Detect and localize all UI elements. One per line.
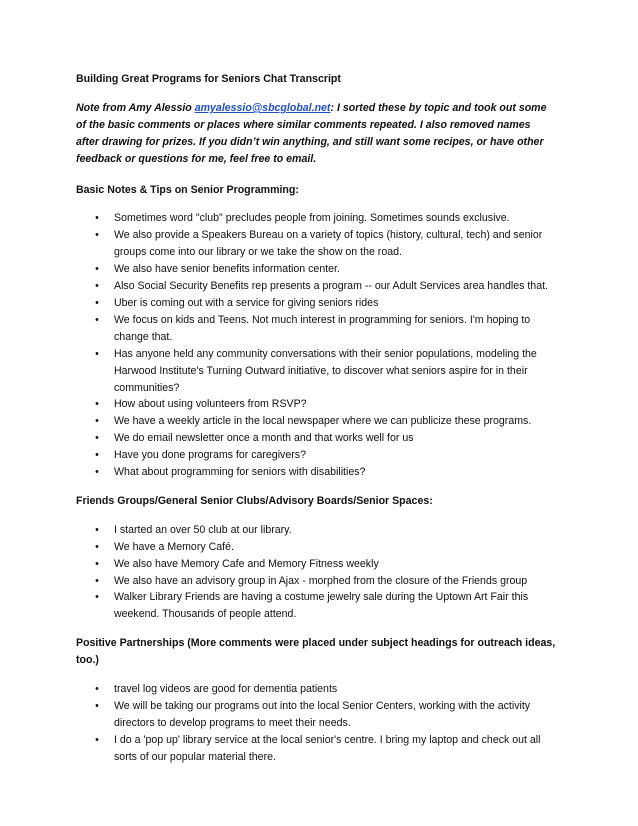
list-item: • We have a Memory Café. <box>76 539 556 556</box>
list-item: • I started an over 50 club at our library. <box>76 522 556 539</box>
document-title: Building Great Programs for Seniors Chat Transcript <box>76 73 341 85</box>
list-item: • Walker Library Friends are having a costume jewelry sale during the Uptown Art Fair this weekend. Thousands of people attend. <box>76 589 556 623</box>
bullet-icon: • <box>95 263 99 276</box>
bullet-icon: • <box>95 313 99 326</box>
bullet-icon: • <box>95 557 99 570</box>
section-friends-groups <box>76 493 556 623</box>
bullet-icon: • <box>95 347 99 360</box>
list-item: • Have you done programs for caregivers? <box>76 447 556 464</box>
bullet-icon: • <box>95 449 99 462</box>
list-item: • Sometimes word "club" precludes people from joining. Sometimes sounds exclusive. <box>76 210 556 227</box>
bullet-icon: • <box>95 296 99 309</box>
list-item: • Also Social Security Benefits rep presents a program -- our Adult Services area handles that. <box>76 278 556 295</box>
list-item: • Has anyone held any community conversations with their senior populations, modeling the Harwood Institute's Turning Outward initiative, to discover what seniors aspire for in their communities? <box>76 346 556 397</box>
list-item: • We will be taking our programs out into the local Senior Centers, working with the activity directors to develop programs to meet their needs. <box>76 698 556 732</box>
list-item: • We do email newsletter once a month and that works well for us <box>76 430 556 447</box>
bullet-icon: • <box>95 398 99 411</box>
intro-note <box>76 100 556 168</box>
note-suffix: : I sorted these by topic and took out some of the basic comments or places where similar comments repeated. I also removed names after drawing for prizes. If you didn’t win anything, and still want some recipes, or have other feedback or questions for me, feel free to email. <box>76 101 547 165</box>
section-basic-notes <box>76 182 556 481</box>
email-link[interactable]: amyalessio@sbcglobal.net <box>194 101 331 114</box>
bullet-icon: • <box>95 415 99 428</box>
bullet-icon: • <box>95 700 99 712</box>
document-page <box>76 71 556 778</box>
bullet-list <box>76 681 556 766</box>
list-item: • We also have senior benefits information center. <box>76 261 556 278</box>
section-heading: Positive Partnerships (More comments were placed under subject headings for outreach ideas, too.) <box>76 637 556 667</box>
list-item: • We have a weekly article in the local newspaper where we can publicize these programs. <box>76 413 556 430</box>
bullet-icon: • <box>95 432 99 445</box>
list-item: • I do a 'pop up' library service at the local senior's centre. I bring my laptop and check out all sorts of our popular material there. <box>76 732 556 766</box>
list-item: • Uber is coming out with a service for giving seniors rides <box>76 295 556 312</box>
list-item: • What about programming for seniors with disabilities? <box>76 464 556 481</box>
list-item: • We also provide a Speakers Bureau on a variety of topics (history, cultural, tech) and senior groups come into our library or we take the show on the road. <box>76 227 556 261</box>
bullet-icon: • <box>95 280 99 293</box>
bullet-icon: • <box>95 523 99 536</box>
bullet-icon: • <box>95 574 99 587</box>
bullet-icon: • <box>95 466 99 479</box>
bullet-list <box>76 522 556 623</box>
note-prefix: Note from Amy Alessio <box>76 101 195 114</box>
list-item: • We also have Memory Cafe and Memory Fitness weekly <box>76 556 556 573</box>
section-positive-partnerships <box>76 635 556 765</box>
bullet-icon: • <box>95 540 99 553</box>
bullet-icon: • <box>95 733 99 746</box>
section-heading: Friends Groups/General Senior Clubs/Advisory Boards/Senior Spaces: <box>76 494 433 507</box>
list-item: • We also have an advisory group in Ajax - morphed from the closure of the Friends group <box>76 573 556 590</box>
bullet-icon: • <box>95 591 99 604</box>
section-heading: Basic Notes & Tips on Senior Programming: <box>76 183 299 196</box>
bullet-icon: • <box>95 683 99 696</box>
bullet-icon: • <box>95 212 99 225</box>
list-item: • We focus on kids and Teens. Not much interest in programming for seniors. I'm hoping to change that. <box>76 312 556 346</box>
bullet-icon: • <box>95 229 99 242</box>
bullet-list <box>76 210 556 481</box>
list-item: • travel log videos are good for dementia patients <box>76 681 556 698</box>
list-item: • How about using volunteers from RSVP? <box>76 396 556 413</box>
